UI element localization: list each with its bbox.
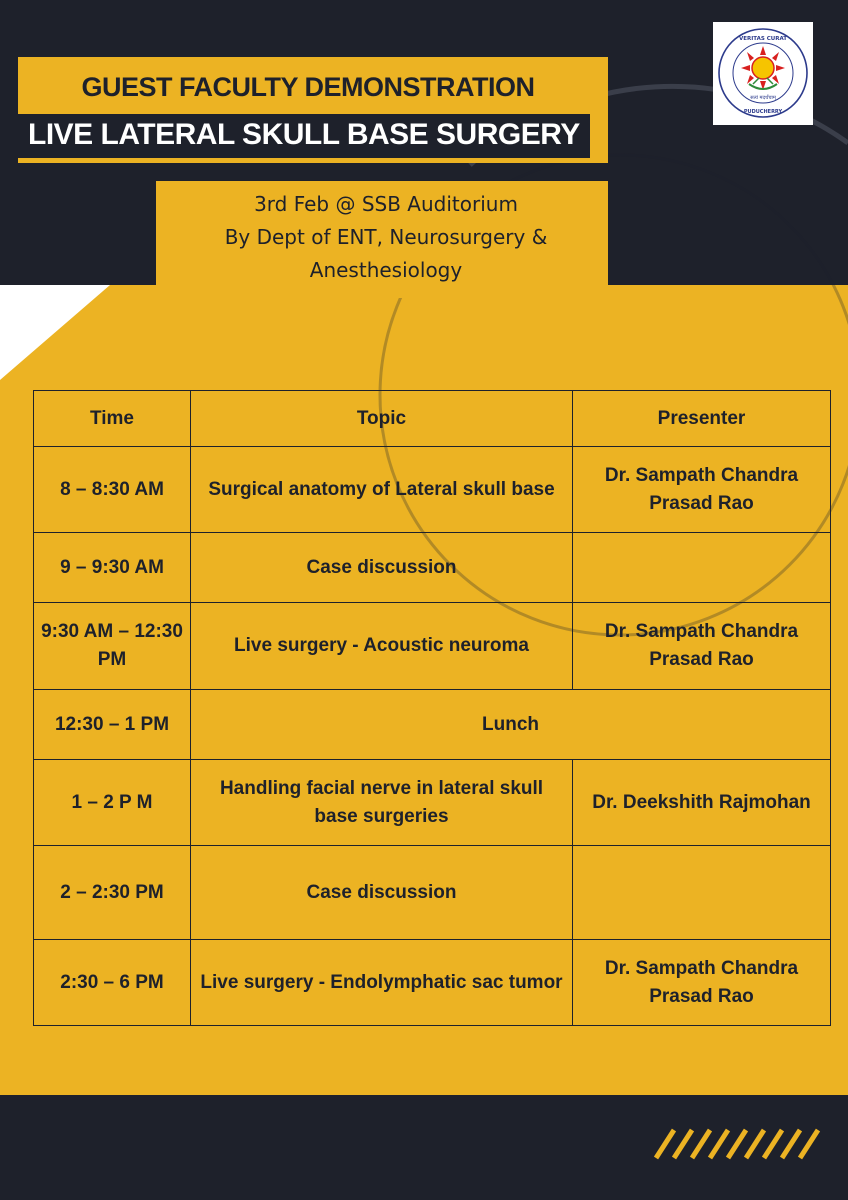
row-time: 9:30 AM – 12:30 PM	[34, 603, 191, 690]
page-title: GUEST FACULTY DEMONSTRATION	[81, 72, 535, 102]
logo-city: PUDUCHERRY	[743, 109, 783, 115]
row-time: 12:30 – 1 PM	[34, 690, 191, 760]
event-departments: By Dept of ENT, Neurosurgery &	[224, 225, 548, 249]
row-time: 2 – 2:30 PM	[34, 846, 191, 940]
event-info	[156, 188, 616, 287]
decorative-stripes	[650, 1128, 830, 1160]
row-topic: Live surgery - Acoustic neuroma	[191, 603, 573, 690]
table-row	[34, 846, 831, 940]
row-presenter: Dr. Deekshith Rajmohan	[573, 760, 831, 846]
row-presenter	[573, 846, 831, 940]
page-subtitle: LIVE LATERAL SKULL BASE SURGERY	[18, 114, 590, 158]
schedule-table	[33, 390, 831, 1026]
row-topic: Handling facial nerve in lateral skull base surgeries	[191, 760, 573, 846]
event-departments-cont: Anesthesiology	[309, 258, 463, 282]
row-presenter: Dr. Sampath Chandra Prasad Rao	[573, 940, 831, 1026]
logo-motto: VERITAS CURAT	[738, 36, 788, 42]
row-topic: Surgical anatomy of Lateral skull base	[191, 447, 573, 533]
row-topic: Lunch	[191, 690, 831, 760]
row-topic: Live surgery - Endolymphatic sac tumor	[191, 940, 573, 1026]
logo-script: सत्यं मदर्थंचाम्	[750, 95, 776, 101]
row-presenter	[573, 533, 831, 603]
row-presenter: Dr. Sampath Chandra Prasad Rao	[573, 603, 831, 690]
institute-emblem-icon	[713, 22, 813, 125]
event-date-venue: 3rd Feb @ SSB Auditorium	[254, 192, 518, 216]
row-time: 2:30 – 6 PM	[34, 940, 191, 1026]
table-row	[34, 533, 831, 603]
row-time: 1 – 2 P M	[34, 760, 191, 846]
header-time: Time	[34, 391, 191, 447]
row-time: 9 – 9:30 AM	[34, 533, 191, 603]
header-presenter: Presenter	[573, 391, 831, 447]
table-row	[34, 447, 831, 533]
table-row	[34, 940, 831, 1026]
table-row	[34, 760, 831, 846]
row-topic: Case discussion	[191, 846, 573, 940]
white-corner-wedge	[0, 285, 110, 380]
table-header-row	[34, 391, 831, 447]
institute-logo	[713, 22, 813, 125]
table-row	[34, 603, 831, 690]
row-time: 8 – 8:30 AM	[34, 447, 191, 533]
row-presenter: Dr. Sampath Chandra Prasad Rao	[573, 447, 831, 533]
table-row	[34, 690, 831, 760]
row-topic: Case discussion	[191, 533, 573, 603]
header-topic: Topic	[191, 391, 573, 447]
